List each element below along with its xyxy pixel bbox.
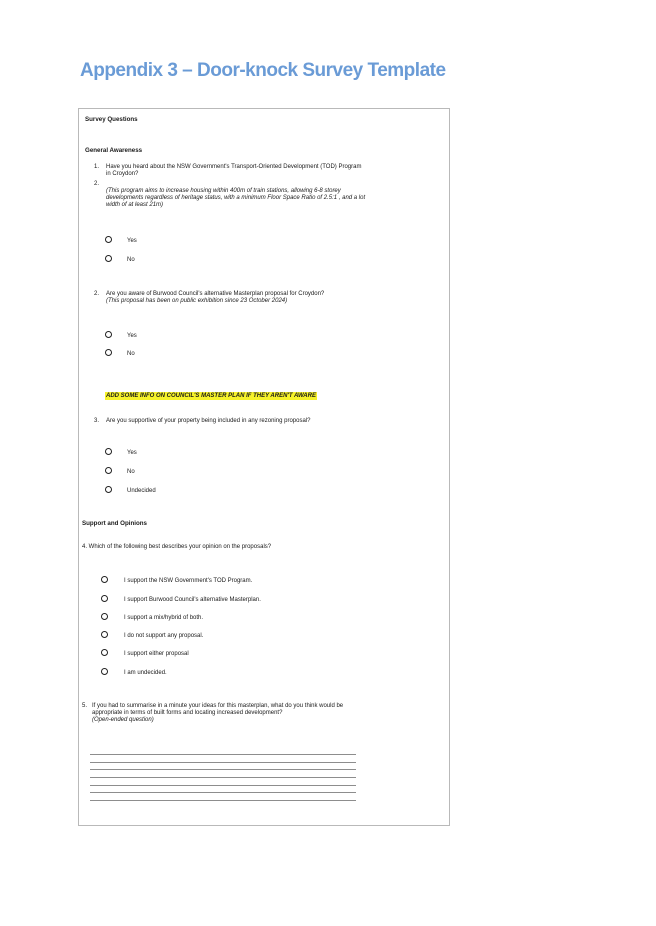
q1-number-2: 2. (94, 181, 100, 187)
page-title: Appendix 3 – Door-knock Survey Template (80, 60, 446, 81)
q4-option-5-radio[interactable] (101, 649, 108, 656)
q3-number: 3. (94, 418, 100, 424)
q2-no-label: No (127, 351, 135, 357)
q2-yes-label: Yes (127, 333, 137, 339)
answer-line (90, 800, 356, 801)
q4-option-1-radio[interactable] (101, 576, 108, 583)
q1-number: 1. (94, 164, 100, 170)
q4-option-1-label: I support the NSW Government's TOD Program. (124, 578, 253, 584)
q3-text: Are you supportive of your property being included in any rezoning proposal? (106, 418, 311, 424)
q2-number: 2. (94, 291, 100, 297)
q4-option-2-label: I support Burwood Council's alternative Masterplan. (124, 597, 261, 603)
q3-yes-label: Yes (127, 450, 137, 456)
q1-yes-radio[interactable] (105, 236, 112, 243)
q2-yes-radio[interactable] (105, 331, 112, 338)
q4-option-6-label: I am undecided. (124, 670, 167, 676)
q3-no-label: No (127, 469, 135, 475)
q4-option-6-radio[interactable] (101, 668, 108, 675)
q3-undecided-radio[interactable] (105, 486, 112, 493)
support-opinions-heading: Support and Opinions (82, 520, 147, 527)
q1-no-radio[interactable] (105, 255, 112, 262)
survey-questions-heading: Survey Questions (85, 116, 138, 123)
q1-no-label: No (127, 257, 135, 263)
q5-note: (Open-ended question) (92, 717, 154, 723)
q2-note: (This proposal has been on public exhibition since 23 October 2024) (106, 298, 288, 304)
general-awareness-heading: General Awareness (85, 147, 143, 154)
answer-line (90, 769, 356, 770)
q5-text: If you had to summarise in a minute your ideas for this masterplan, what do you think would be appropriate in terms of built forms and locating increased development? (92, 703, 344, 717)
q3-undecided-label: Undecided (127, 488, 156, 494)
q3-yes-radio[interactable] (105, 448, 112, 455)
q5-number: 5. (82, 703, 88, 709)
answer-line (90, 762, 356, 763)
q1-yes-label: Yes (127, 238, 137, 244)
q2-no-radio[interactable] (105, 349, 112, 356)
q2-text: Are you aware of Burwood Council's alternative Masterplan proposal for Croydon? (106, 291, 325, 297)
answer-line (90, 792, 356, 793)
answer-line (90, 785, 356, 786)
q4-option-2-radio[interactable] (101, 595, 108, 602)
info-highlight-note: ADD SOME INFO ON COUNCIL'S MASTER PLAN IF THEY AREN'T AWARE (106, 393, 316, 399)
q3-no-radio[interactable] (105, 467, 112, 474)
q4-text: 4. Which of the following best describes your opinion on the proposals? (82, 544, 272, 550)
answer-line (90, 754, 356, 755)
q4-option-5-label: I support either proposal (124, 651, 189, 657)
q4-option-4-radio[interactable] (101, 631, 108, 638)
q4-option-3-radio[interactable] (101, 613, 108, 620)
q4-option-3-label: I support a mix/hybrid of both. (124, 615, 204, 621)
answer-line (90, 777, 356, 778)
q1-text: Have you heard about the NSW Government's Transport-Oriented Development (TOD) Program in Croydon? (106, 164, 362, 178)
q4-option-4-label: I do not support any proposal. (124, 633, 204, 639)
q1-note: (This program aims to increase housing within 400m of train stations, allowing 6-8 storey developments regardless of heritage status, with a minimum Floor Space Ratio of 2.5:1 , and a lot width of at least 21m) (106, 188, 366, 209)
